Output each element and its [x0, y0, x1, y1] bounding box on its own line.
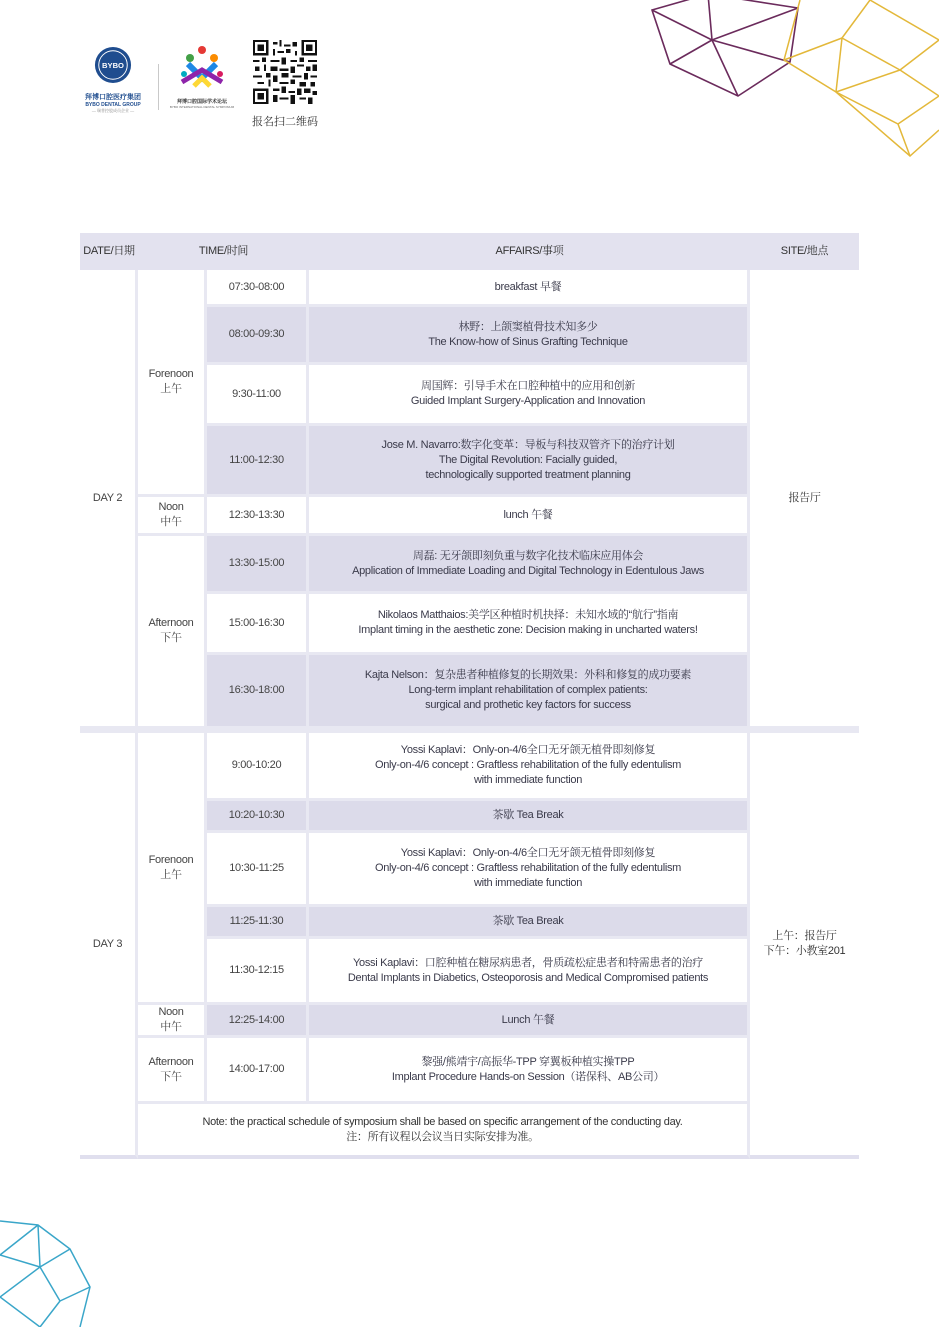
session-time: 9:00-10:20: [207, 733, 309, 801]
header-logos: [78, 40, 328, 130]
table-row: [80, 733, 859, 801]
forum-logo: [166, 42, 238, 109]
day2-afternoon: Afternoon 下午: [138, 536, 207, 733]
session-time: 12:30-13:30: [207, 497, 309, 536]
table-header-row: [80, 233, 859, 270]
session-time: 9:30-11:00: [207, 365, 309, 426]
day3-afternoon: Afternoon 下午: [138, 1038, 207, 1104]
session-affair: Jose M. Navarro:数字化变革：导板与科技双管齐下的治疗计划 The Digital Revolution: Facially guided, technologically supported treatment planning: [309, 426, 750, 497]
table-row: [80, 1005, 859, 1038]
session-affair: 周磊: 无牙颌即刻负重与数字化技术临床应用体会 Application of Immediate Loading and Digital Technology in Edentulous Jaws: [309, 536, 750, 594]
session-time: 08:00-09:30: [207, 307, 309, 365]
session-time: 11:00-12:30: [207, 426, 309, 497]
day2-label: DAY 2: [80, 270, 138, 733]
qr-caption: 报名扫二维码: [252, 116, 318, 128]
session-time: 10:30-11:25: [207, 833, 309, 907]
session-time: 11:25-11:30: [207, 907, 309, 939]
bybo-logo: [78, 40, 148, 114]
session-time: 07:30-08:00: [207, 270, 309, 307]
session-time: 13:30-15:00: [207, 536, 309, 594]
forum-name-en: BYBO INTERNATIONAL DENTAL SYMPOSIUM: [169, 105, 235, 109]
session-affair: lunch 午餐: [309, 497, 750, 536]
session-affair: 周国辉：引导手术在口腔种植中的应用和创新 Guided Implant Surgery-Application and Innovation: [309, 365, 750, 426]
bybo-name-en: BYBO DENTAL GROUP: [85, 102, 141, 108]
logo-divider: [158, 64, 159, 110]
session-time: 15:00-16:30: [207, 594, 309, 655]
day2-forenoon: Forenoon 上午: [138, 270, 207, 497]
day2-noon: Noon 中午: [138, 497, 207, 536]
session-time: 16:30-18:00: [207, 655, 309, 733]
session-affair: Nikolaos Matthaios:美学区种植时机抉择：未知水域的“航行”指南 Implant timing in the aesthetic zone: Decision making in uncharted waters!: [309, 594, 750, 655]
session-affair: 黎强/熊靖宇/高振华-TPP 穿翼板种植实操TPP Implant Procedure Hands-on Session（诺保科、AB公司）: [309, 1038, 750, 1104]
session-affair: 茶歇 Tea Break: [309, 801, 750, 833]
day3-forenoon: Forenoon 上午: [138, 733, 207, 1005]
teal-polyhedron-decoration: [0, 1215, 95, 1327]
table-row: [80, 536, 859, 594]
table-row: [80, 1104, 859, 1159]
day3-label: DAY 3: [80, 733, 138, 1159]
session-affair: breakfast 早餐: [309, 270, 750, 307]
forum-name-cn: 拜博口腔国际学术论坛: [176, 99, 227, 105]
qr-code-icon: [253, 40, 317, 104]
day3-noon: Noon 中午: [138, 1005, 207, 1038]
bybo-tagline: — 瑞普控股成员企业 —: [91, 108, 135, 113]
gold-polyhedron-decoration: [780, 0, 939, 165]
table-row: [80, 1038, 859, 1104]
session-affair: Kajta Nelson：复杂患者种植修复的长期效果：外科和修复的成功要素 Long-term implant rehabilitation of complex patients: surgical and prothetic key factors for success: [309, 655, 750, 733]
session-time: 10:20-10:30: [207, 801, 309, 833]
session-affair: 茶歇 Tea Break: [309, 907, 750, 939]
session-affair: Lunch 午餐: [309, 1005, 750, 1038]
session-time: 12:25-14:00: [207, 1005, 309, 1038]
session-time: 11:30-12:15: [207, 939, 309, 1005]
session-affair: 林野：上颌窦植骨技术知多少 The Know-how of Sinus Grafting Technique: [309, 307, 750, 365]
header-time: TIME/时间: [138, 233, 309, 270]
session-affair: Yossi Kaplavi：口腔种植在糖尿病患者，骨质疏松症患者和特需患者的治疗 Dental Implants in Diabetics, Osteoporosis and Medical Compromised patients: [309, 939, 750, 1005]
forum-emblem-icon: [174, 42, 230, 96]
schedule-note: Note: the practical schedule of symposium shall be based on specific arrangement of the conducting day. 注：所有议程以会议当日实际安排为准。: [138, 1104, 750, 1159]
schedule-table: [80, 233, 859, 1159]
header-site: SITE/地点: [750, 233, 859, 270]
table-row: [80, 270, 859, 307]
day3-site: 上午：报告厅 下午：小教室201: [750, 733, 859, 1159]
header-date: DATE/日期: [80, 233, 138, 270]
session-affair: Yossi Kaplavi：Only-on-4/6全口无牙颌无植骨即刻修复 Only-on-4/6 concept : Graftless rehabilitation of the fully edentulism with immediate function: [309, 833, 750, 907]
bybo-seal-text: BYBO: [102, 60, 124, 70]
table-row: [80, 497, 859, 536]
bybo-name-cn: 拜博口腔医疗集团: [85, 94, 141, 101]
bybo-seal-icon: [94, 46, 132, 84]
registration-qr[interactable]: [250, 40, 320, 129]
header-affairs: AFFAIRS/事项: [309, 233, 750, 270]
session-time: 14:00-17:00: [207, 1038, 309, 1104]
session-affair: Yossi Kaplavi：Only-on-4/6全口无牙颌无植骨即刻修复 Only-on-4/6 concept : Graftless rehabilitation of the fully edentulism with immediate function: [309, 733, 750, 801]
day2-site: 报告厅: [750, 270, 859, 733]
